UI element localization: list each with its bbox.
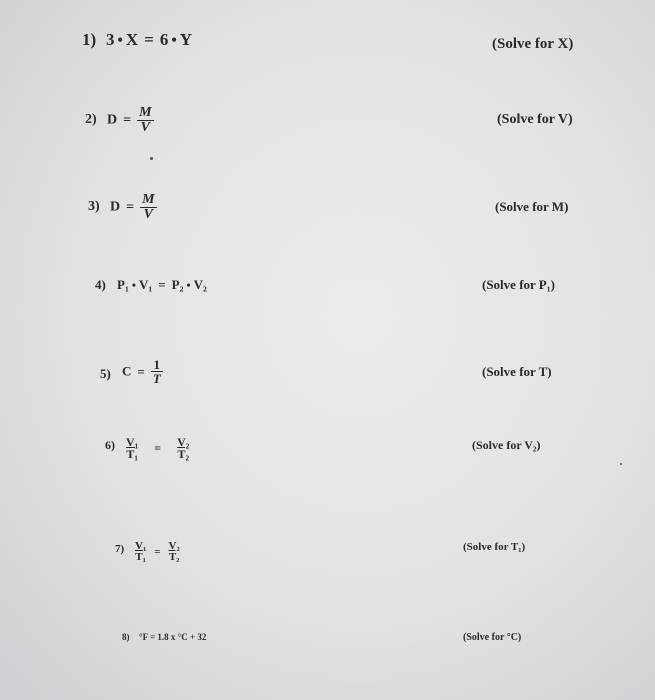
equals-sign: = [154,440,162,455]
pen-mark [620,463,622,465]
denominator: T₁ [126,447,138,461]
equals-sign: = [126,199,135,215]
solve-instruction: (Solve for X) [492,36,574,52]
denominator: V [137,120,153,135]
denominator: T [152,371,161,386]
problem-3 [0,193,655,253]
equals-sign: = [137,363,145,379]
multiply-dot: • [131,279,136,292]
equation [107,106,154,135]
problem-8 [0,632,655,692]
equation: °F = 1.8 x °C + 32 [139,632,207,642]
numerator: V₁ [135,540,147,552]
fraction [140,193,156,222]
variable-c: C [122,363,132,379]
multiply-dot: • [117,32,123,49]
equals-sign: = [154,546,161,558]
equation [133,541,182,563]
denominator: T₁ [135,551,146,563]
variable-p1: P₁ [117,277,129,292]
solve-instruction: (Solve for M) [495,199,569,214]
problem-number: 8) [122,632,130,642]
denominator: V [140,207,156,222]
multiply-dot: • [186,279,191,292]
solve-instruction: (Solve for P₁) [482,277,555,292]
numerator: 1 [153,357,161,372]
fraction [167,541,182,563]
problem-7 [0,541,655,601]
problem-number: 3) [88,199,100,214]
problem-1 [0,30,655,90]
solve-instruction: (Solve for °C) [463,632,522,643]
equation [110,193,157,222]
fraction [175,436,191,460]
variable-d: D [110,199,121,215]
numerator: V₂ [168,540,180,552]
equation [106,30,192,50]
equation [117,277,207,293]
numerator: M [142,192,155,207]
equals-sign: = [144,30,154,49]
pen-mark [150,157,153,160]
numerator: M [139,105,152,120]
variable-v2: V₂ [193,277,207,292]
fraction [124,436,140,460]
problem-4 [0,277,655,337]
problem-number: 4) [95,277,106,292]
solve-instruction: (Solve for V₂) [472,438,541,452]
problem-number: 2) [85,112,97,127]
fraction [133,541,148,563]
problem-number: 7) [115,543,125,555]
variable-v1: V₁ [138,277,153,292]
denominator: T₂ [168,551,180,563]
numerator: V₁ [126,435,139,449]
variable-y: Y [179,30,192,49]
solve-instruction: (Solve for V) [497,112,573,127]
problem-6 [0,436,655,496]
numerator: V₂ [177,435,190,449]
solve-instruction: (Solve for T₁) [463,541,526,553]
problem-number: 5) [100,366,111,381]
equals-sign: = [123,112,132,128]
multiply-dot: • [171,32,177,49]
coefficient: 6 [159,30,169,49]
problem-5 [0,358,655,418]
fraction [137,106,153,135]
solve-instruction: (Solve for T) [482,364,552,379]
variable-p2: P₂ [171,277,184,292]
equation [122,358,163,385]
equation [124,436,191,460]
denominator: T₂ [177,447,190,461]
variable-x: X [125,30,139,49]
problem-number: 1) [82,30,97,49]
fraction [151,358,163,385]
problem-number: 6) [105,438,115,452]
coefficient: 3 [106,30,115,49]
equals-sign: = [158,277,166,292]
variable-d: D [107,112,118,128]
problem-2 [0,106,655,166]
